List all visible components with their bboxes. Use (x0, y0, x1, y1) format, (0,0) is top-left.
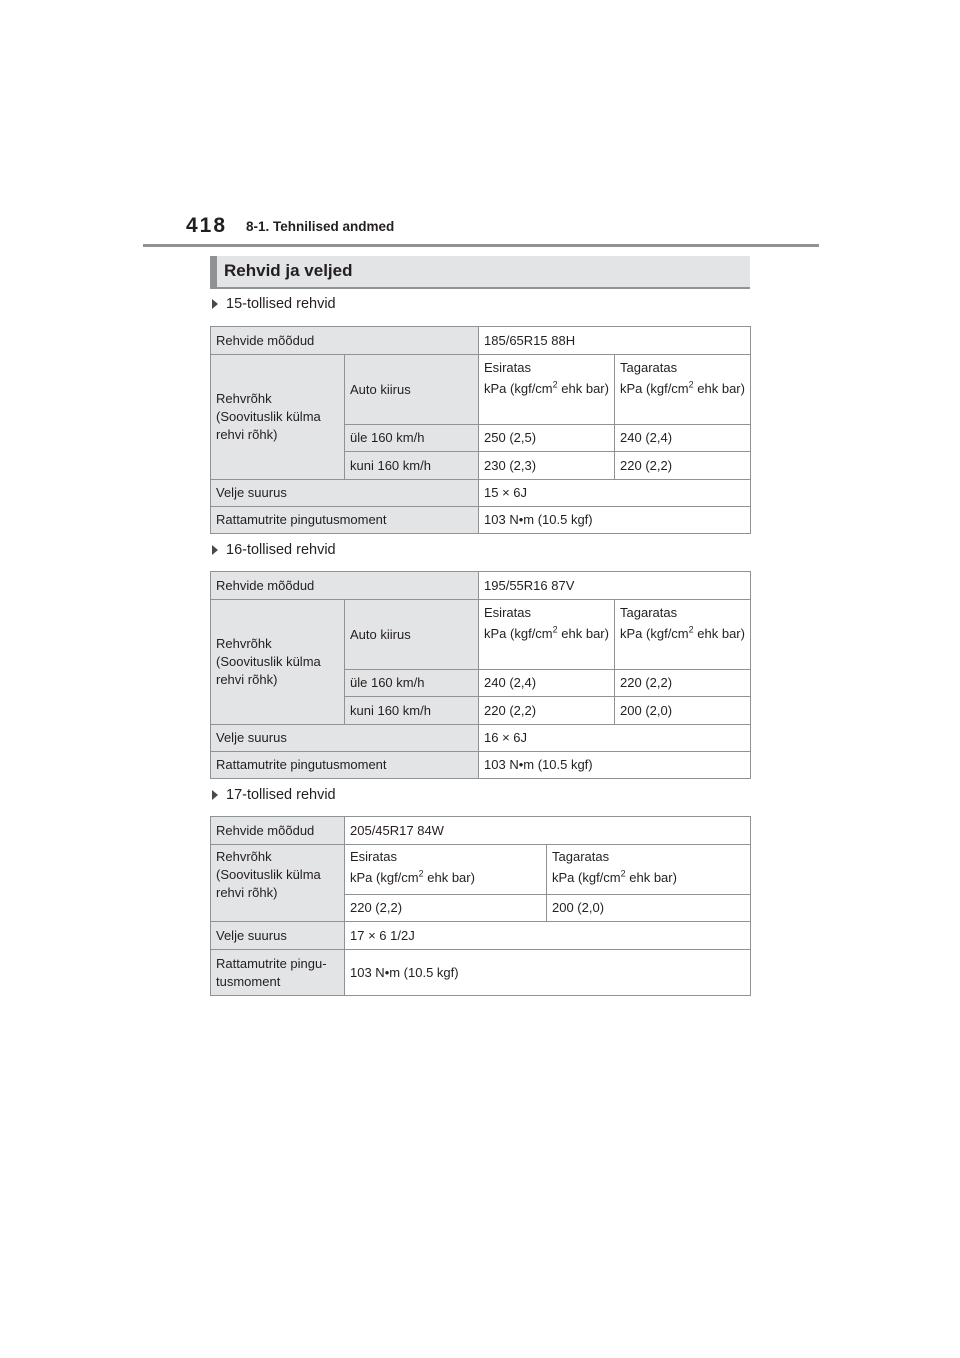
triangle-bullet-icon (212, 790, 218, 800)
page-heading: Rehvid ja veljed (224, 261, 353, 280)
tire-table-17 (210, 816, 751, 996)
triangle-bullet-icon (212, 299, 218, 309)
table-row (211, 817, 751, 845)
torque-label: Rattamutrite pingutusmoment (211, 507, 479, 534)
front-pressure: 220 (2,2) (345, 895, 547, 922)
subheading-16 (212, 542, 336, 558)
unit-text: ehk bar) (557, 626, 609, 641)
table-row (211, 752, 751, 779)
unit-text: kPa (kgf/cm (552, 870, 621, 885)
pressure-label: Rehvrõhk (Soovituslik külma rehvi rõhk) (211, 845, 345, 922)
unit-text: kPa (kgf/cm (620, 381, 689, 396)
page-number: 418 (186, 214, 228, 237)
table-row (211, 327, 751, 355)
pressure-label: Rehvrõhk (Soovituslik külma rehvi rõhk) (211, 355, 345, 480)
front-pressure: 240 (2,4) (479, 670, 615, 697)
rim-label: Velje suurus (211, 922, 345, 950)
subheading-text: 15-tollised rehvid (226, 296, 336, 312)
front-header (479, 355, 615, 425)
rim-label: Velje suurus (211, 480, 479, 507)
front-pressure: 230 (2,3) (479, 452, 615, 480)
table-row (211, 572, 751, 600)
unit-sup: 2 (620, 868, 626, 879)
rear-pressure: 220 (2,2) (615, 670, 751, 697)
table-row (211, 950, 751, 996)
table-row (211, 845, 751, 895)
size-label: Rehvide mõõdud (211, 817, 345, 845)
front-label: Esiratas (350, 849, 397, 864)
table-row (211, 480, 751, 507)
subheading-15 (212, 296, 336, 312)
unit-sup: 2 (552, 379, 558, 390)
rim-label: Velje suurus (211, 725, 479, 752)
subheading-text: 16-tollised rehvid (226, 542, 336, 558)
rear-label: Tagaratas (620, 360, 678, 375)
front-pressure: 220 (2,2) (479, 697, 615, 725)
unit-text: ehk bar) (693, 381, 745, 396)
torque-label: Rattamutrite pingutusmoment (211, 752, 479, 779)
unit-text: ehk bar) (693, 626, 745, 641)
rear-pressure: 240 (2,4) (615, 425, 751, 452)
unit-text: ehk bar) (625, 870, 677, 885)
speed-value: üle 160 km/h (345, 670, 479, 697)
unit-text: ehk bar) (423, 870, 475, 885)
unit-text: kPa (kgf/cm (484, 626, 553, 641)
header-divider (143, 244, 819, 247)
rear-pressure: 220 (2,2) (615, 452, 751, 480)
torque-value: 103 N•m (10.5 kgf) (479, 507, 751, 534)
unit-sup: 2 (688, 379, 694, 390)
size-label: Rehvide mõõdud (211, 572, 479, 600)
rear-pressure: 200 (2,0) (615, 697, 751, 725)
rim-value: 17 × 6 1/2J (345, 922, 751, 950)
speed-label: Auto kiirus (345, 355, 479, 425)
unit-text: kPa (kgf/cm (620, 626, 689, 641)
heading-bar (210, 256, 750, 289)
tire-table-15 (210, 326, 751, 534)
torque-value: 103 N•m (10.5 kgf) (345, 950, 751, 996)
speed-value: kuni 160 km/h (345, 452, 479, 480)
unit-text: ehk bar) (557, 381, 609, 396)
rear-header (615, 355, 751, 425)
front-header (479, 600, 615, 670)
rear-header (615, 600, 751, 670)
unit-text: kPa (kgf/cm (484, 381, 553, 396)
unit-text: kPa (kgf/cm (350, 870, 419, 885)
table-row (211, 922, 751, 950)
table-row (211, 507, 751, 534)
size-value: 205/45R17 84W (345, 817, 751, 845)
speed-value: kuni 160 km/h (345, 697, 479, 725)
table-row (211, 725, 751, 752)
speed-value: üle 160 km/h (345, 425, 479, 452)
unit-sup: 2 (418, 868, 424, 879)
rear-pressure: 200 (2,0) (547, 895, 751, 922)
size-value: 195/55R16 87V (479, 572, 751, 600)
section-title: 8-1. Tehnilised andmed (246, 219, 395, 234)
rim-value: 15 × 6J (479, 480, 751, 507)
torque-label: Rattamutrite pingu- tusmoment (211, 950, 345, 996)
rear-label: Tagaratas (620, 605, 678, 620)
front-pressure: 250 (2,5) (479, 425, 615, 452)
table-row (211, 355, 751, 425)
rim-value: 16 × 6J (479, 725, 751, 752)
triangle-bullet-icon (212, 545, 218, 555)
unit-sup: 2 (688, 624, 694, 635)
tire-table-16 (210, 571, 751, 779)
unit-sup: 2 (552, 624, 558, 635)
heading-accent (210, 256, 217, 287)
front-label: Esiratas (484, 360, 531, 375)
table-row (211, 600, 751, 670)
front-header (345, 845, 547, 895)
subheading-17 (212, 787, 336, 803)
speed-label: Auto kiirus (345, 600, 479, 670)
front-label: Esiratas (484, 605, 531, 620)
torque-value: 103 N•m (10.5 kgf) (479, 752, 751, 779)
rear-label: Tagaratas (552, 849, 610, 864)
size-value: 185/65R15 88H (479, 327, 751, 355)
size-label: Rehvide mõõdud (211, 327, 479, 355)
pressure-label: Rehvrõhk (Soovituslik külma rehvi rõhk) (211, 600, 345, 725)
rear-header (547, 845, 751, 895)
subheading-text: 17-tollised rehvid (226, 787, 336, 803)
